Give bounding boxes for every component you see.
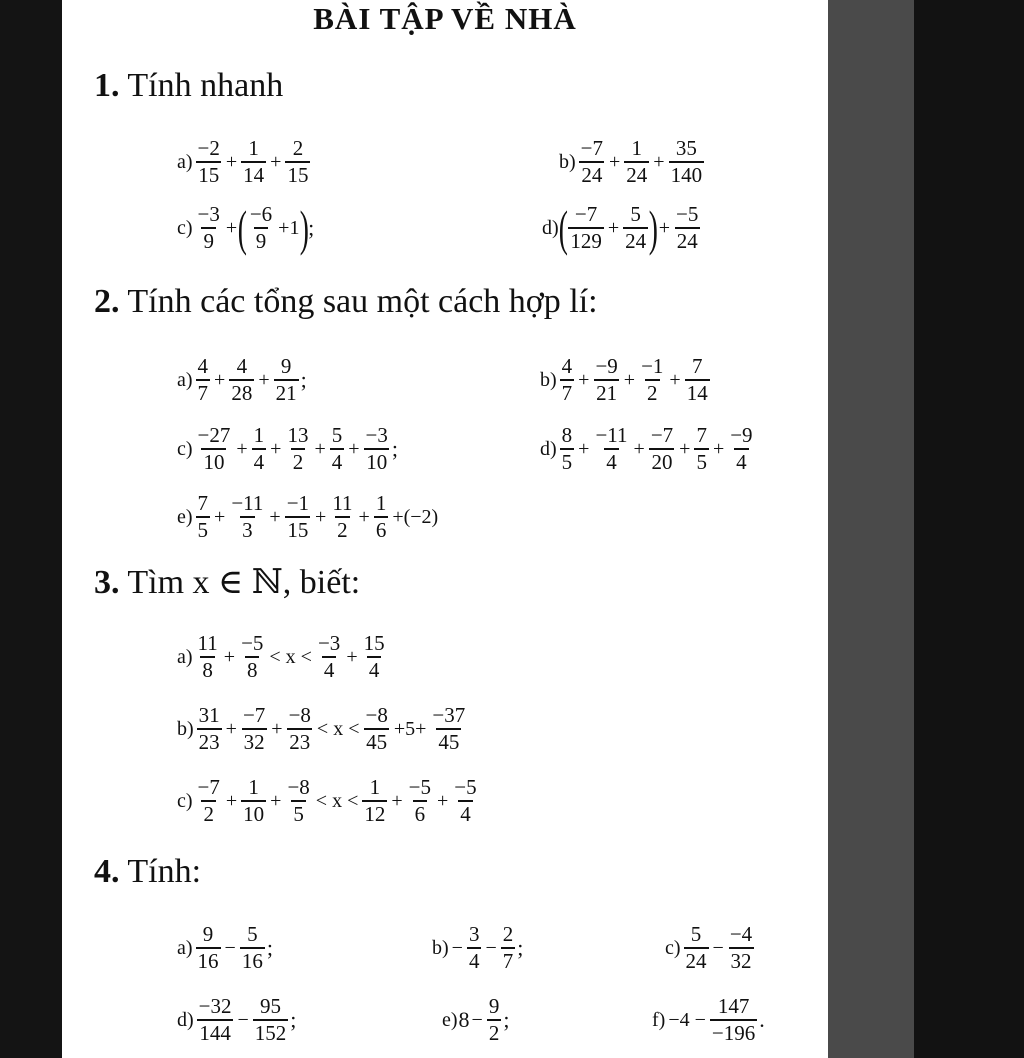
text-fragment: ; xyxy=(503,1007,510,1032)
operator: +(−2) xyxy=(392,505,439,528)
operator: + xyxy=(633,437,645,460)
fraction-denominator: 12 xyxy=(364,802,386,826)
exercise-3b xyxy=(177,703,469,755)
operator: + xyxy=(712,437,725,460)
fraction xyxy=(241,136,266,188)
operator: + xyxy=(346,645,358,668)
fraction-denominator: 144 xyxy=(199,1021,231,1045)
fraction-numerator: −7 xyxy=(574,202,598,226)
fraction-denominator: 8 xyxy=(246,658,258,682)
fraction-denominator: 10 xyxy=(203,450,225,474)
section-number: 2. xyxy=(94,283,120,320)
section-2-heading xyxy=(94,282,598,322)
fraction-denominator: 24 xyxy=(626,163,648,187)
operator: + xyxy=(269,505,281,528)
fraction xyxy=(240,922,265,974)
exercise-4f xyxy=(652,994,765,1046)
text-fragment: 8 xyxy=(458,1007,470,1032)
fraction-numerator: 5 xyxy=(630,202,641,226)
exercise-label: d) xyxy=(540,437,557,460)
section-number: 1. xyxy=(94,67,120,104)
fraction-numerator: 5 xyxy=(331,423,343,447)
exercise-label: a) xyxy=(177,936,193,959)
fraction xyxy=(287,703,313,755)
text-fragment: ; xyxy=(266,935,273,960)
operator: + xyxy=(214,505,226,528)
fraction-numerator: 5 xyxy=(247,922,258,946)
right-gray-margin xyxy=(828,0,914,1058)
operator: − xyxy=(237,1008,249,1031)
operator: −4 − xyxy=(668,1008,706,1031)
text-fragment: ; xyxy=(300,367,307,392)
fraction-numerator: 4 xyxy=(197,354,209,378)
fraction-numerator: 9 xyxy=(488,994,500,1018)
exercise-4d xyxy=(177,994,296,1046)
fraction xyxy=(501,922,516,974)
section-title: Tính các tổng sau một cách hợp lí: xyxy=(127,283,598,320)
operator: + xyxy=(669,368,681,391)
fraction-denominator: 2 xyxy=(337,518,348,542)
operator: + xyxy=(225,789,238,812)
fraction xyxy=(560,354,575,406)
fraction-numerator: −2 xyxy=(197,136,220,160)
fraction-numerator: 1 xyxy=(253,423,265,447)
exercise-label: d) xyxy=(177,1008,194,1031)
exercise-4c xyxy=(665,922,756,974)
section-3-heading xyxy=(94,563,360,603)
operator: + xyxy=(653,150,665,173)
operator: + xyxy=(609,150,621,173)
operator: + xyxy=(271,717,283,740)
fraction xyxy=(197,703,222,755)
operator: + xyxy=(225,216,238,239)
fraction xyxy=(285,491,311,543)
fraction-numerator: −11 xyxy=(231,491,264,515)
fraction-denominator: 5 xyxy=(197,518,209,542)
fraction xyxy=(241,775,266,827)
fraction xyxy=(568,202,604,254)
fraction-denominator: 24 xyxy=(625,229,647,253)
operator: + xyxy=(270,150,282,173)
exercise-label: b) xyxy=(559,150,576,173)
fraction xyxy=(196,354,211,406)
exercise-label: f) xyxy=(652,1008,666,1031)
fraction xyxy=(196,631,220,683)
operator: + xyxy=(436,789,449,812)
fraction-denominator: 24 xyxy=(581,163,603,187)
fraction-numerator: 9 xyxy=(202,922,214,946)
exercise-1d xyxy=(542,202,702,254)
operator: − xyxy=(451,936,463,959)
operator: + xyxy=(358,505,370,528)
exercise-label: e) xyxy=(442,1008,458,1031)
fraction-denominator: 21 xyxy=(596,381,618,405)
fraction-denominator: 45 xyxy=(366,730,388,754)
fraction-denominator: 7 xyxy=(502,949,514,973)
exercise-2e xyxy=(177,491,440,543)
text-fragment: ; xyxy=(290,1007,297,1032)
section-number: 4. xyxy=(94,853,120,890)
fraction xyxy=(196,922,221,974)
fraction-denominator: 5 xyxy=(293,802,304,826)
fraction xyxy=(374,491,389,543)
operator: + xyxy=(314,437,326,460)
fraction-numerator: −5 xyxy=(241,631,264,655)
operator: − xyxy=(485,936,497,959)
section-title: Tính nhanh xyxy=(127,67,284,104)
fraction-denominator: 16 xyxy=(241,949,263,973)
fraction-denominator: 2 xyxy=(292,450,304,474)
fraction-denominator: 15 xyxy=(287,518,309,542)
section-number: 3. xyxy=(94,564,120,601)
fraction-numerator: 9 xyxy=(280,354,292,378)
fraction xyxy=(229,491,265,543)
fraction-denominator: 14 xyxy=(686,381,708,405)
fraction-denominator: 4 xyxy=(368,658,380,682)
fraction-numerator: 13 xyxy=(287,423,309,447)
exercise-label: c) xyxy=(177,437,193,460)
exercise-2b xyxy=(540,354,712,406)
fraction-denominator: 4 xyxy=(468,949,480,973)
operator: < x < xyxy=(269,645,312,668)
operator: + xyxy=(270,789,282,812)
fraction-numerator: 1 xyxy=(375,491,387,515)
fraction xyxy=(560,423,575,475)
fraction xyxy=(624,136,649,188)
fraction xyxy=(649,423,675,475)
fraction-denominator: 28 xyxy=(231,381,253,405)
fraction xyxy=(452,775,478,827)
fraction-numerator: −7 xyxy=(197,775,220,799)
text-fragment: . xyxy=(759,1007,765,1032)
fraction-denominator: 5 xyxy=(561,450,573,474)
fraction-denominator: 2 xyxy=(647,381,658,405)
operator: + xyxy=(578,368,590,391)
fraction-numerator: 7 xyxy=(691,354,703,378)
operator: − xyxy=(712,936,724,959)
text-fragment: ; xyxy=(308,215,315,240)
exercise-3c xyxy=(177,775,481,827)
operator: + xyxy=(623,368,636,391)
fraction-numerator: 147 xyxy=(717,994,750,1018)
fraction xyxy=(487,994,502,1046)
fraction xyxy=(364,423,390,475)
fraction-numerator: −4 xyxy=(729,922,753,946)
fraction xyxy=(274,354,299,406)
fraction-numerator: 1 xyxy=(631,136,643,160)
fraction-denominator: 7 xyxy=(197,381,209,405)
fraction-numerator: 3 xyxy=(468,922,480,946)
exercise-2a xyxy=(177,354,307,406)
fraction xyxy=(593,423,629,475)
fraction-denominator: 2 xyxy=(203,802,214,826)
operator: − xyxy=(471,1008,483,1031)
exercise-label: c) xyxy=(177,216,193,239)
fraction xyxy=(579,136,605,188)
fraction xyxy=(467,922,482,974)
exercise-label: c) xyxy=(177,789,193,812)
fraction-denominator: 4 xyxy=(606,450,617,474)
exercise-2c xyxy=(177,423,398,475)
fraction xyxy=(685,354,710,406)
fraction-denominator: 3 xyxy=(242,518,253,542)
fraction-numerator: −7 xyxy=(650,423,674,447)
fraction-denominator: 4 xyxy=(253,450,265,474)
exercise-4e xyxy=(442,994,509,1046)
fraction-numerator: 2 xyxy=(502,922,514,946)
operator: − xyxy=(224,936,236,959)
exercise-label: c) xyxy=(665,936,681,959)
fraction xyxy=(229,354,254,406)
fraction xyxy=(285,423,310,475)
section-1-heading xyxy=(94,66,283,106)
operator: +1 xyxy=(278,216,300,239)
exercise-2d xyxy=(540,423,757,475)
fraction-numerator: −7 xyxy=(580,136,604,160)
fraction-denominator: 152 xyxy=(254,1021,287,1045)
fraction xyxy=(728,922,754,974)
fraction-numerator: −8 xyxy=(365,703,388,727)
operator: + xyxy=(236,437,248,460)
fraction-numerator: 7 xyxy=(197,491,209,515)
fraction xyxy=(239,631,265,683)
fraction-numerator: −5 xyxy=(454,775,477,799)
fraction-denominator: 21 xyxy=(275,381,297,405)
fraction xyxy=(285,775,311,827)
fraction-denominator: 10 xyxy=(366,450,388,474)
fraction-numerator: 5 xyxy=(690,922,702,946)
fraction-numerator: 2 xyxy=(292,136,304,160)
fraction-denominator: 4 xyxy=(460,802,471,826)
fraction-numerator: 95 xyxy=(260,994,282,1018)
fraction-numerator: −8 xyxy=(288,703,311,727)
operator: + xyxy=(658,216,671,239)
fraction xyxy=(710,994,757,1046)
fraction-denominator: 7 xyxy=(561,381,573,405)
operator: + xyxy=(391,789,403,812)
fraction-numerator: −1 xyxy=(641,354,664,378)
fraction-denominator: 15 xyxy=(287,163,309,187)
fraction-numerator: −32 xyxy=(198,994,232,1018)
operator: +5+ xyxy=(393,717,427,740)
fraction xyxy=(728,423,754,475)
exercise-label: e) xyxy=(177,505,193,528)
fraction-numerator: −37 xyxy=(432,703,466,727)
fraction-denominator: 16 xyxy=(197,949,219,973)
operator: + xyxy=(225,717,237,740)
operator: + xyxy=(607,216,620,239)
parenthesis: ( xyxy=(558,200,568,256)
fraction-numerator: −3 xyxy=(365,423,388,447)
fraction-denominator: 24 xyxy=(685,949,707,973)
fraction-denominator: 5 xyxy=(696,450,707,474)
fraction xyxy=(639,354,665,406)
fraction-numerator: 1 xyxy=(248,775,259,799)
page-title: BÀI TẬP VỀ NHÀ xyxy=(313,1,577,36)
fraction xyxy=(196,491,211,543)
operator: + xyxy=(223,645,236,668)
fraction xyxy=(407,775,433,827)
exercise-label: b) xyxy=(432,936,449,959)
operator: + xyxy=(225,150,238,173)
fraction xyxy=(196,775,222,827)
fraction-numerator: −3 xyxy=(317,631,341,655)
fraction-denominator: 8 xyxy=(202,658,213,682)
exercise-4a xyxy=(177,922,273,974)
fraction-numerator: 1 xyxy=(248,136,259,160)
fraction-denominator: 10 xyxy=(243,802,265,826)
fraction-denominator: 9 xyxy=(203,229,214,253)
fraction-denominator: 2 xyxy=(488,1021,500,1045)
fraction-denominator: 6 xyxy=(414,802,426,826)
operator: < x < xyxy=(316,717,360,740)
exercise-4b xyxy=(432,922,523,974)
fraction xyxy=(330,423,345,475)
fraction-numerator: 1 xyxy=(369,775,381,799)
fraction xyxy=(430,703,467,755)
fraction-denominator: 45 xyxy=(438,730,460,754)
fraction-numerator: −1 xyxy=(286,491,310,515)
fraction-numerator: 8 xyxy=(561,423,573,447)
text-fragment: ; xyxy=(391,436,398,461)
fraction xyxy=(684,922,709,974)
exercise-1b xyxy=(559,136,706,188)
exercise-label: a) xyxy=(177,368,193,391)
fraction-numerator: −9 xyxy=(595,354,618,378)
operator: + xyxy=(348,437,360,460)
fraction-denominator: 14 xyxy=(243,163,265,187)
fraction-numerator: 4 xyxy=(236,354,248,378)
fraction-numerator: −5 xyxy=(408,775,431,799)
fraction xyxy=(196,423,233,475)
operator: < x < xyxy=(315,789,359,812)
fraction xyxy=(285,136,310,188)
operator: + xyxy=(578,437,590,460)
fraction-denominator: 20 xyxy=(651,450,673,474)
fraction xyxy=(674,202,700,254)
operator: + xyxy=(258,368,270,391)
fraction xyxy=(197,994,234,1046)
fraction xyxy=(593,354,619,406)
fraction-denominator: −196 xyxy=(711,1021,756,1045)
fraction xyxy=(623,202,648,254)
section-title: Tính: xyxy=(127,853,202,890)
right-dark-margin xyxy=(914,0,1024,1058)
fraction xyxy=(316,631,342,683)
left-dark-margin xyxy=(0,0,62,1058)
operator: + xyxy=(214,368,226,391)
fraction-denominator: 23 xyxy=(289,730,311,754)
operator: + xyxy=(315,505,327,528)
fraction-numerator: 11 xyxy=(197,631,218,655)
document-page xyxy=(62,0,828,1058)
fraction-denominator: 4 xyxy=(323,658,335,682)
exercise-label: d) xyxy=(542,216,559,239)
exercise-1c xyxy=(177,202,314,254)
exercise-label: a) xyxy=(177,150,193,173)
parenthesis: ( xyxy=(237,200,248,256)
fraction xyxy=(241,703,267,755)
fraction-numerator: 31 xyxy=(198,703,220,727)
fraction-denominator: 9 xyxy=(255,229,267,253)
parenthesis: ) xyxy=(648,200,659,256)
fraction-denominator: 23 xyxy=(198,730,220,754)
section-title: Tìm x ∈ ℕ, biết: xyxy=(127,564,361,601)
fraction xyxy=(253,994,289,1046)
fraction-denominator: 15 xyxy=(198,163,220,187)
fraction xyxy=(196,136,222,188)
fraction-numerator: −3 xyxy=(197,202,220,226)
fraction-denominator: 32 xyxy=(730,949,752,973)
exercise-3a xyxy=(177,631,389,683)
fraction-numerator: 15 xyxy=(363,631,385,655)
parenthesis: ) xyxy=(300,200,310,256)
exercise-1a xyxy=(177,136,312,188)
fraction-numerator: 4 xyxy=(561,354,573,378)
operator: + xyxy=(679,437,691,460)
fraction-numerator: −7 xyxy=(242,703,266,727)
fraction-numerator: −11 xyxy=(595,423,628,447)
fraction-numerator: −6 xyxy=(249,202,273,226)
fraction xyxy=(252,423,267,475)
exercise-label: b) xyxy=(540,368,557,391)
fraction xyxy=(330,491,354,543)
section-4-heading xyxy=(94,852,201,892)
fraction-numerator: −8 xyxy=(287,775,310,799)
fraction-denominator: 129 xyxy=(570,229,602,253)
exercise-label: b) xyxy=(177,717,194,740)
fraction-numerator: −5 xyxy=(676,202,699,226)
fraction-numerator: 35 xyxy=(675,136,697,160)
fraction-denominator: 6 xyxy=(375,518,387,542)
exercise-label: a) xyxy=(177,645,193,668)
fraction xyxy=(363,703,389,755)
fraction-denominator: 24 xyxy=(676,229,698,253)
fraction-numerator: −27 xyxy=(197,423,231,447)
text-fragment: ; xyxy=(517,935,524,960)
fraction xyxy=(248,202,274,254)
fraction-denominator: 4 xyxy=(331,450,343,474)
fraction-numerator: −9 xyxy=(730,423,753,447)
fraction-denominator: 32 xyxy=(243,730,265,754)
fraction xyxy=(362,775,387,827)
fraction xyxy=(196,202,222,254)
fraction xyxy=(669,136,705,188)
operator: + xyxy=(270,437,282,460)
fraction-denominator: 4 xyxy=(736,450,747,474)
fraction xyxy=(362,631,387,683)
fraction-numerator: 11 xyxy=(332,491,353,515)
fraction xyxy=(694,423,709,475)
fraction-numerator: 7 xyxy=(696,423,707,447)
fraction-denominator: 140 xyxy=(670,163,703,187)
